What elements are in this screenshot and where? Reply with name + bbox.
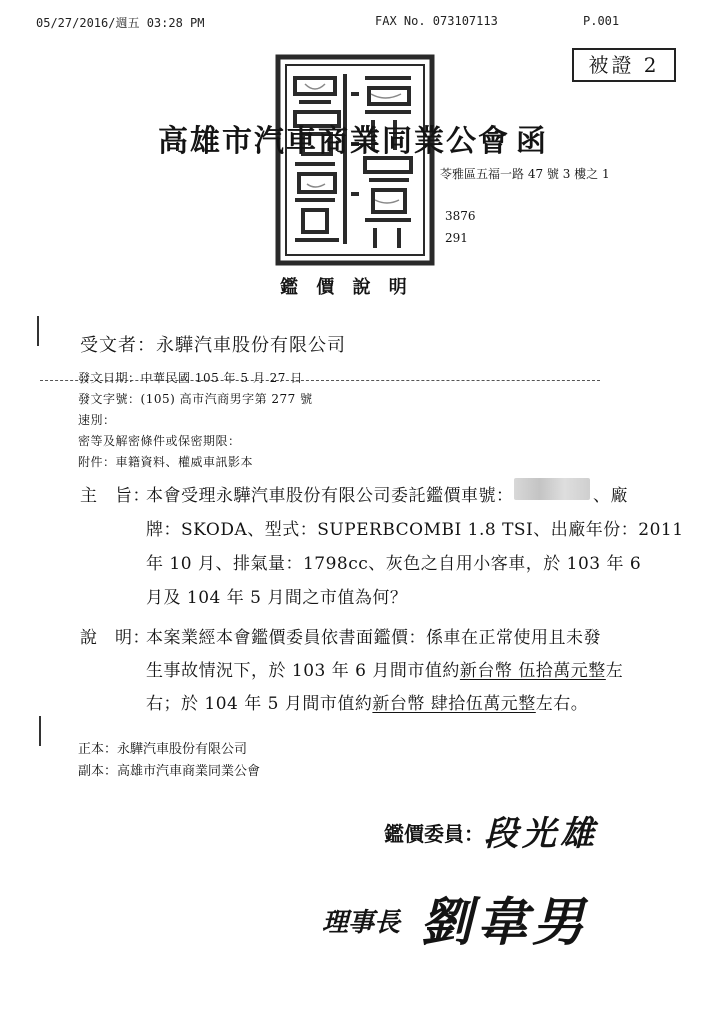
original-recipient xyxy=(78,738,247,757)
margin-mark xyxy=(37,316,39,346)
reference-number xyxy=(78,390,313,407)
official-seal xyxy=(275,54,435,294)
issue-date-label: 發文日期： xyxy=(78,371,141,385)
fax-page-number: P.001 xyxy=(583,14,620,28)
attachments xyxy=(78,453,253,470)
chairman-label: 理事長 xyxy=(322,908,401,938)
exhibit-label: 被證 2 xyxy=(572,48,676,82)
fax-number: FAX No. 073107113 xyxy=(375,14,498,28)
appraiser-label: 鑑價委員： xyxy=(384,822,484,846)
document-title: 高雄市汽車商業同業公會 xyxy=(158,124,510,159)
copy-recipient xyxy=(78,760,260,779)
explanation-label: 說 明： xyxy=(80,628,150,648)
subject-label: 主 旨： xyxy=(80,486,150,506)
explanation-text: 生事故情況下，於 103 年 6 月間市值約 xyxy=(146,661,460,681)
attachments-label: 附件： xyxy=(78,455,116,469)
appraiser-signature: 段光雄 xyxy=(484,814,598,854)
copy-label: 副本： xyxy=(78,764,118,779)
recipient-label: 受文者： xyxy=(80,335,156,356)
reference-value: (105) 高市汽商男字第 277 號 xyxy=(140,392,313,406)
explanation-line xyxy=(146,689,588,714)
issue-date-value: 中華民國 105 年 5 月 27 日 xyxy=(140,371,303,385)
redacted-plate-number xyxy=(514,478,590,500)
phone-fragment: 3876 xyxy=(445,209,476,223)
security-level: 密等及解密條件或保密期限： xyxy=(78,434,241,448)
issue-date xyxy=(78,369,303,386)
recipient-name: 永驊汽車股份有限公司 xyxy=(156,335,346,356)
valuation-2015: 新台幣 肆拾伍萬元整 xyxy=(372,694,536,714)
explanation-text: 左 xyxy=(605,661,624,681)
fax-fragment: 291 xyxy=(445,231,468,245)
attachments-value: 車籍資料、權威車訊影本 xyxy=(115,455,254,469)
explanation-line xyxy=(146,656,623,681)
margin-mark xyxy=(39,716,41,746)
subject-line: 、廠 xyxy=(593,486,628,506)
explanation-text: 左右。 xyxy=(535,694,589,714)
subject-line: 牌：SKODA、型式：SUPERBCOMBI 1.8 TSI、出廠年份：2011 xyxy=(146,520,684,540)
speed-class: 速別： xyxy=(78,413,116,427)
original-value: 永驊汽車股份有限公司 xyxy=(117,742,248,757)
subject-line: 本會受理永驊汽車股份有限公司委託鑑價車號： xyxy=(146,486,514,506)
recipient-line xyxy=(80,331,346,357)
explanation-line: 本案業經本會鑑價委員依書面鑑價：係車在正常使用且未發 xyxy=(146,628,601,648)
explanation-text: 右；於 104 年 5 月間市值約 xyxy=(146,694,373,714)
document-type: 函 xyxy=(516,124,546,159)
fax-datetime: 05/27/2016/週五 03:28 PM xyxy=(36,16,205,30)
original-label: 正本： xyxy=(78,742,118,757)
subject-line: 年 10 月、排氣量：1798cc、灰色之自用小客車，於 103 年 6 xyxy=(146,554,642,574)
chairman-signature: 劉韋男 xyxy=(420,892,589,953)
seal-caption: 鑑 價 說 明 xyxy=(280,277,413,298)
association-address: 苓雅區五福一路 47 號 3 樓之 1 xyxy=(440,167,610,181)
valuation-2014: 新台幣 伍拾萬元整 xyxy=(459,661,606,681)
subject-line: 月及 104 年 5 月間之市值為何？ xyxy=(146,588,408,608)
reference-label: 發文字號： xyxy=(78,392,141,406)
copy-value: 高雄市汽車商業同業公會 xyxy=(117,764,261,779)
